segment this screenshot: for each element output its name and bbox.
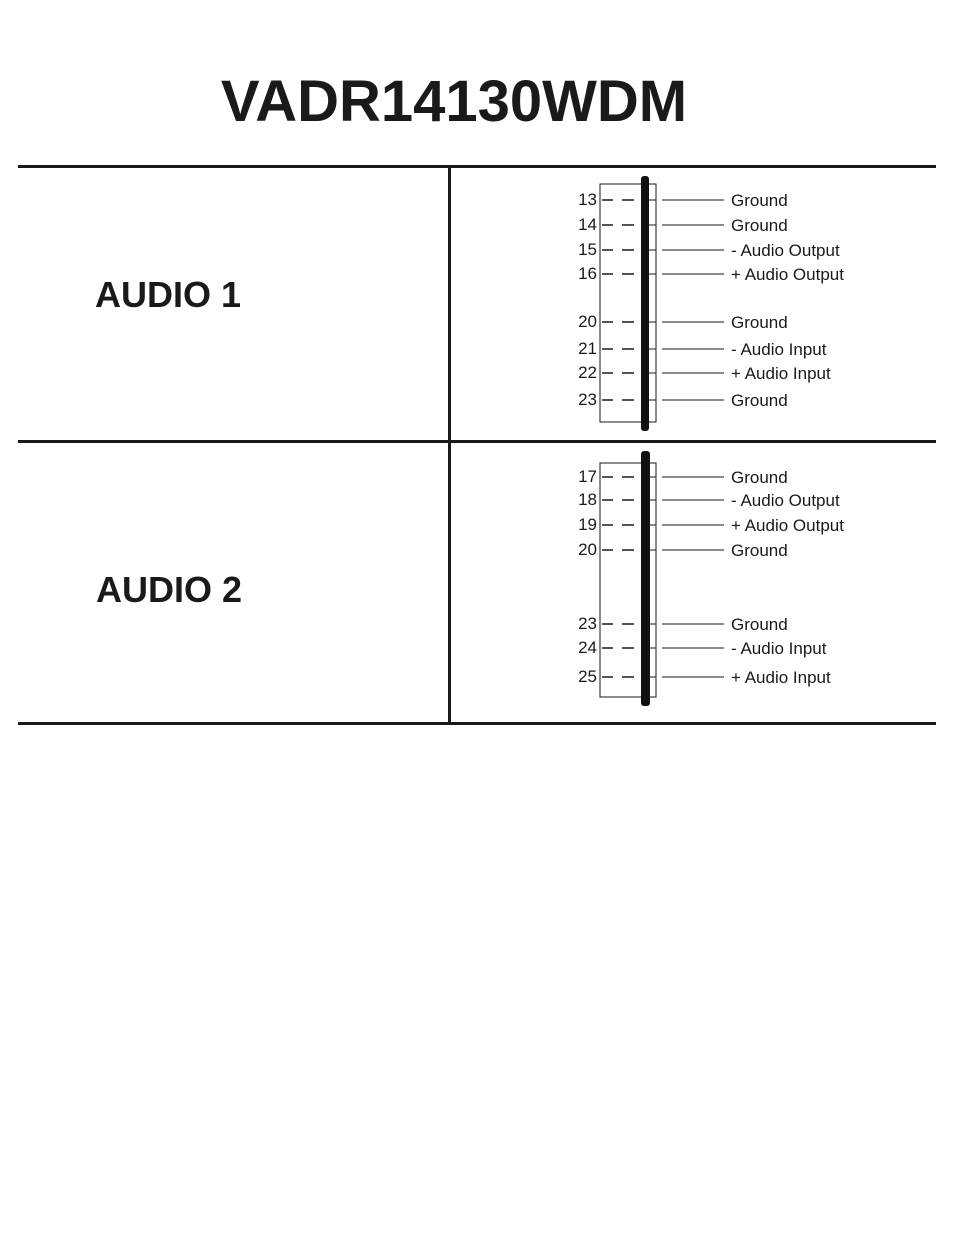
signal-label: - Audio Input <box>731 340 827 359</box>
pin-row <box>578 540 788 560</box>
pin-number: 15 <box>578 240 597 259</box>
pin-number: 13 <box>578 190 597 209</box>
page-title: VADR14130WDM <box>220 69 688 134</box>
signal-label: Ground <box>731 313 788 332</box>
pin-row <box>578 467 788 487</box>
table-bottom-border <box>18 722 936 725</box>
signal-label: Ground <box>731 216 788 235</box>
signal-label: + Audio Input <box>731 668 831 687</box>
pin-row <box>578 264 844 284</box>
signal-label: Ground <box>731 615 788 634</box>
signal-label: + Audio Output <box>731 265 844 284</box>
pin-row <box>578 190 788 210</box>
pin-row <box>578 339 827 359</box>
pin-number: 16 <box>578 264 597 283</box>
signal-label: - Audio Output <box>731 241 840 260</box>
pin-row <box>578 215 788 235</box>
signal-label: - Audio Output <box>731 491 840 510</box>
signal-label: - Audio Input <box>731 639 827 658</box>
pin-number: 17 <box>578 467 597 486</box>
pin-number: 22 <box>578 363 597 382</box>
section-label-audio-1: AUDIO 1 <box>95 274 242 315</box>
pin-number: 24 <box>578 638 597 657</box>
section-label-audio-2: AUDIO 2 <box>96 569 243 610</box>
pin-row <box>578 363 831 383</box>
pin-row <box>578 240 840 260</box>
signal-label: Ground <box>731 191 788 210</box>
pin-number: 14 <box>578 215 597 234</box>
pin-number: 21 <box>578 339 597 358</box>
pin-row <box>578 667 831 687</box>
pin-row <box>578 312 788 332</box>
pin-row <box>578 390 788 410</box>
pin-number: 18 <box>578 490 597 509</box>
pin-number: 23 <box>578 390 597 409</box>
pin-row <box>578 515 844 535</box>
audio-2-pinout-diagram <box>451 443 931 722</box>
pin-row <box>578 638 827 658</box>
connector-bar <box>641 451 650 706</box>
pin-number: 19 <box>578 515 597 534</box>
pin-number: 20 <box>578 312 597 331</box>
pin-row <box>578 614 788 634</box>
audio-1-pinout-diagram <box>451 168 931 440</box>
signal-label: Ground <box>731 468 788 487</box>
signal-label: Ground <box>731 541 788 560</box>
connector-bar <box>641 176 649 431</box>
pin-row <box>578 490 840 510</box>
pin-number: 25 <box>578 667 597 686</box>
pin-number: 23 <box>578 614 597 633</box>
signal-label: + Audio Input <box>731 364 831 383</box>
signal-label: + Audio Output <box>731 516 844 535</box>
pin-number: 20 <box>578 540 597 559</box>
signal-label: Ground <box>731 391 788 410</box>
